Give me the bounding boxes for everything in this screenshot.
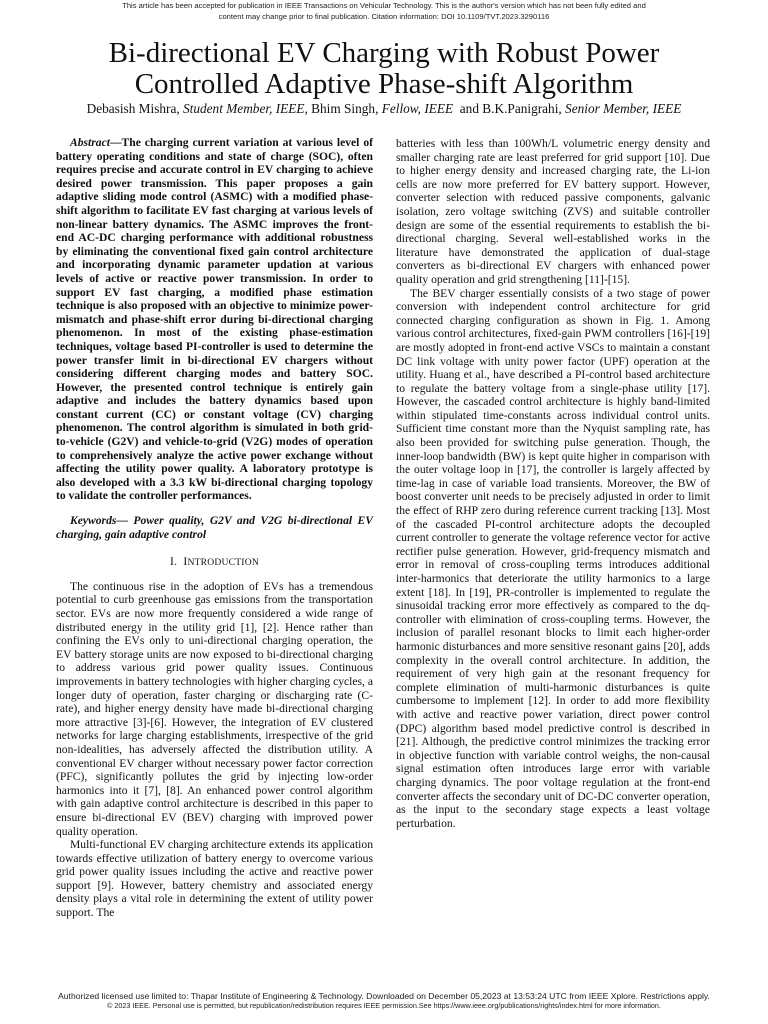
author-role: Student Member, IEEE, [183,101,308,116]
author-role: Fellow, IEEE [381,101,454,116]
author-list [0,101,768,117]
body-paragraph: The continuous rise in the adoption of EVs has a tremendous potential to curb greenhouse gas emissions from the transportation sector. EVs are now more frequently considered a wide range of distributed energy in the utility grid [1], [2]. Hence rather than confining the EVs only to uni-directional charging operation, the EV battery storage units are now exposed to bi-directional charging to address various grid power quality issues. Continuous improvements in battery technologies with higher charging cycles, a longer duty of operation, faster charging or discharging rate (C-rate), and higher energy density have made bi-directional charging more attractive [3]-[6]. However, the integration of EV clustered networks for large charging establishments, irrespective of the grid non-idealities, has adversely affected the distribution utility. A conventional EV charger without necessary power factor correction (PFC), significantly pollutes the grid by injecting low-order harmonics into it [7], [8]. An enhanced power control algorithm with gain adaptive control architecture is described in this paper to ensure bi-directional EV (BEV) charging with improved power quality operation. [56,579,373,838]
author-role: Senior Member, IEEE [565,101,682,116]
abstract-label: Abstract [70,136,110,149]
title-line1: Bi-directional EV Charging with Robust Power [108,37,660,69]
author-name: and B.K.Panigrahi, [459,101,562,116]
body-paragraph: Multi-functional EV charging architecture extends its application towards effective utilization of battery energy to overcome various grid power quality issues including the active and reactive power support [9]. However, battery chemistry and associated energy density plays a vital role in determining the extent of utility power support. The [56,838,373,920]
publication-notice-line2: content may change prior to final publication. Citation information: DOI 10.1109/TVT.2023.3290116 [218,12,550,21]
author-name: Bhim Singh, [311,101,379,116]
keywords-dash: — [116,514,128,528]
keywords [56,514,373,541]
author-name: Debasish Mishra, [86,101,180,116]
section-number: I. [170,555,178,569]
section-first-letter: I [183,555,188,569]
body-paragraph: batteries with less than 100Wh/L volumetric energy density and smaller charging rate are least preferred for grid support [10]. Due to higher energy density and increased charging rate, the Li-ion cells are now more preferred for EV battery support. However, converter selection with reduced passive components, galvanic isolation, zero voltage switching (ZVS) and suitable controller design are some of the essential requirements to establish the bi-directional charging. Several well-established works in the literature have demonstrated the application of dual-stage converters as bi-directional EV chargers with enhanced power quality operation and grid strengthening [11]-[15]. [396,137,710,286]
copyright-footer: © 2023 IEEE. Personal use is permitted, but republication/redistribution requires IEEE permission.See https://www.ieee.org/publications/rights/index.html for more information. [107,1001,661,1010]
left-column [56,136,373,920]
keywords-label: Keywords [70,514,117,528]
keywords-text: Power quality, G2V and V2G bi-directional EV charging, gain adaptive control [56,514,373,541]
paper-title [0,38,768,100]
body-paragraph: The BEV charger essentially consists of a two stage of power conversion with independent control architecture for grid connected charging configuration as shown in Fig. 1. Among various control architectures, fixed-gain PWM controllers [16]-[19] are mostly adopted in front-end active VSCs to maintain a constant DC link voltage with unity power factor (UPF) operation at the utility. Huang et al., have described a PI-control based architecture to regulate the battery voltage from a single-phase utility [17]. However, the cascaded control architecture is highly band-limited within stipulated time-constants across individual control units. Sufficient time constant more than the Nyquist sampling rate, has also been provided for switching pulse generation. Though, the inner-loop bandwidth (BW) is kept quite higher in comparison with the outer voltage loop in [17], the controller is largely affected by time-lag in case of variable load transients. Moreover, the BW of boost converter unit needs to be precisely adjusted in order to limit the effect of RHP zero during reference current tracking [13]. Most of the cascaded PI-control architecture adopts the decoupled current controller to generate the voltage reference vector for active rectifier pulse generation. However, grid-frequency mismatch and error in removal of cross-coupling terms introduces additional inter-harmonics that deteriorate the utility harmonics to a large extent [18]. In [19], PR-controller is implemented to regulate the sinusoidal tracking error more effectively as compared to the dq- controller with elimination of cross-coupling terms. However, the inclusion of parallel resonant blocks to limit each higher-order harmonic disturbances and more sensitive resonant gains [20], adds complexity in the overall control architecture. In addition, the requirement of very high gain at the resonant frequency for complete elimination of multi-harmonic disturbances is quite cumbersome to implement [12]. In order to add more flexibility with active and reactive power variation, direct power control (DPC) algorithm based model predictive control is described in [21]. Although, the predictive control minimizes the tracking error in objective function with variable control weighs, the non-causal signal estimation often introduces large error with variable charging dynamics. The poor voltage regulation at the front-end converter affects the secondary unit of DC-DC converter operation, as the input to the secondary stage expects a least voltage perturbation. [396,286,710,830]
abstract [56,136,373,503]
license-footer: Authorized licensed use limited to: Thapar Institute of Engineering & Technology. Downloaded on December 05,2023 at 13:53:24 UTC from IEEE Xplore. Restrictions apply. [58,991,710,1001]
abstract-dash: — [109,136,122,149]
right-column [396,137,710,830]
section-title-rest: NTRODUCTION [187,557,259,569]
section-heading-introduction [56,555,373,570]
publication-notice-line1: This article has been accepted for publication in IEEE Transactions on Vehicular Technology. This is the author's version which has not been fully edited and [122,1,646,10]
abstract-text: The charging current variation at various level of battery operating conditions and state of charge (SOC), often requires precise and accurate control in EV charging to achieve desired power transmission. This paper proposes a gain adaptive sliding mode control (ASMC) with a modified phase-shift algorithm to facilitate EV fast charging at various levels of non-linear battery dynamics. The ASMC improves the front-end AC-DC charging performance with additional robustness by eliminating the conventional fixed gain control architecture and incorporating dynamic parameter updation at various levels of active or reactive power transmission. In order to support EV fast charging, a modified phase estimation technique is also proposed with an objective to minimize power-mismatch and phase-shift error during bi-directional charging phenomenon. In most of the existing phase-estimation techniques, voltage based PI-controller is used to determine the power transfer limit in bi-directional EV chargers without considering different charging modes and battery SOC. However, the presented control technique is entirely gain adaptive and includes the battery dynamics based upon constant current (CC) or constant voltage (CV) charging phenomenon. The control algorithm is simulated in both grid-to-vehicle (G2V) and vehicle-to-grid (V2G) modes of operation to comprehensively analyze the active power exchange without affecting the utility power quality. A laboratory prototype is also developed with a 3.3 kW bi-directional charging topology to validate the controller performances. [56,136,373,503]
title-line2: Controlled Adaptive Phase-shift Algorithm [134,68,634,100]
publication-notice [0,0,768,22]
